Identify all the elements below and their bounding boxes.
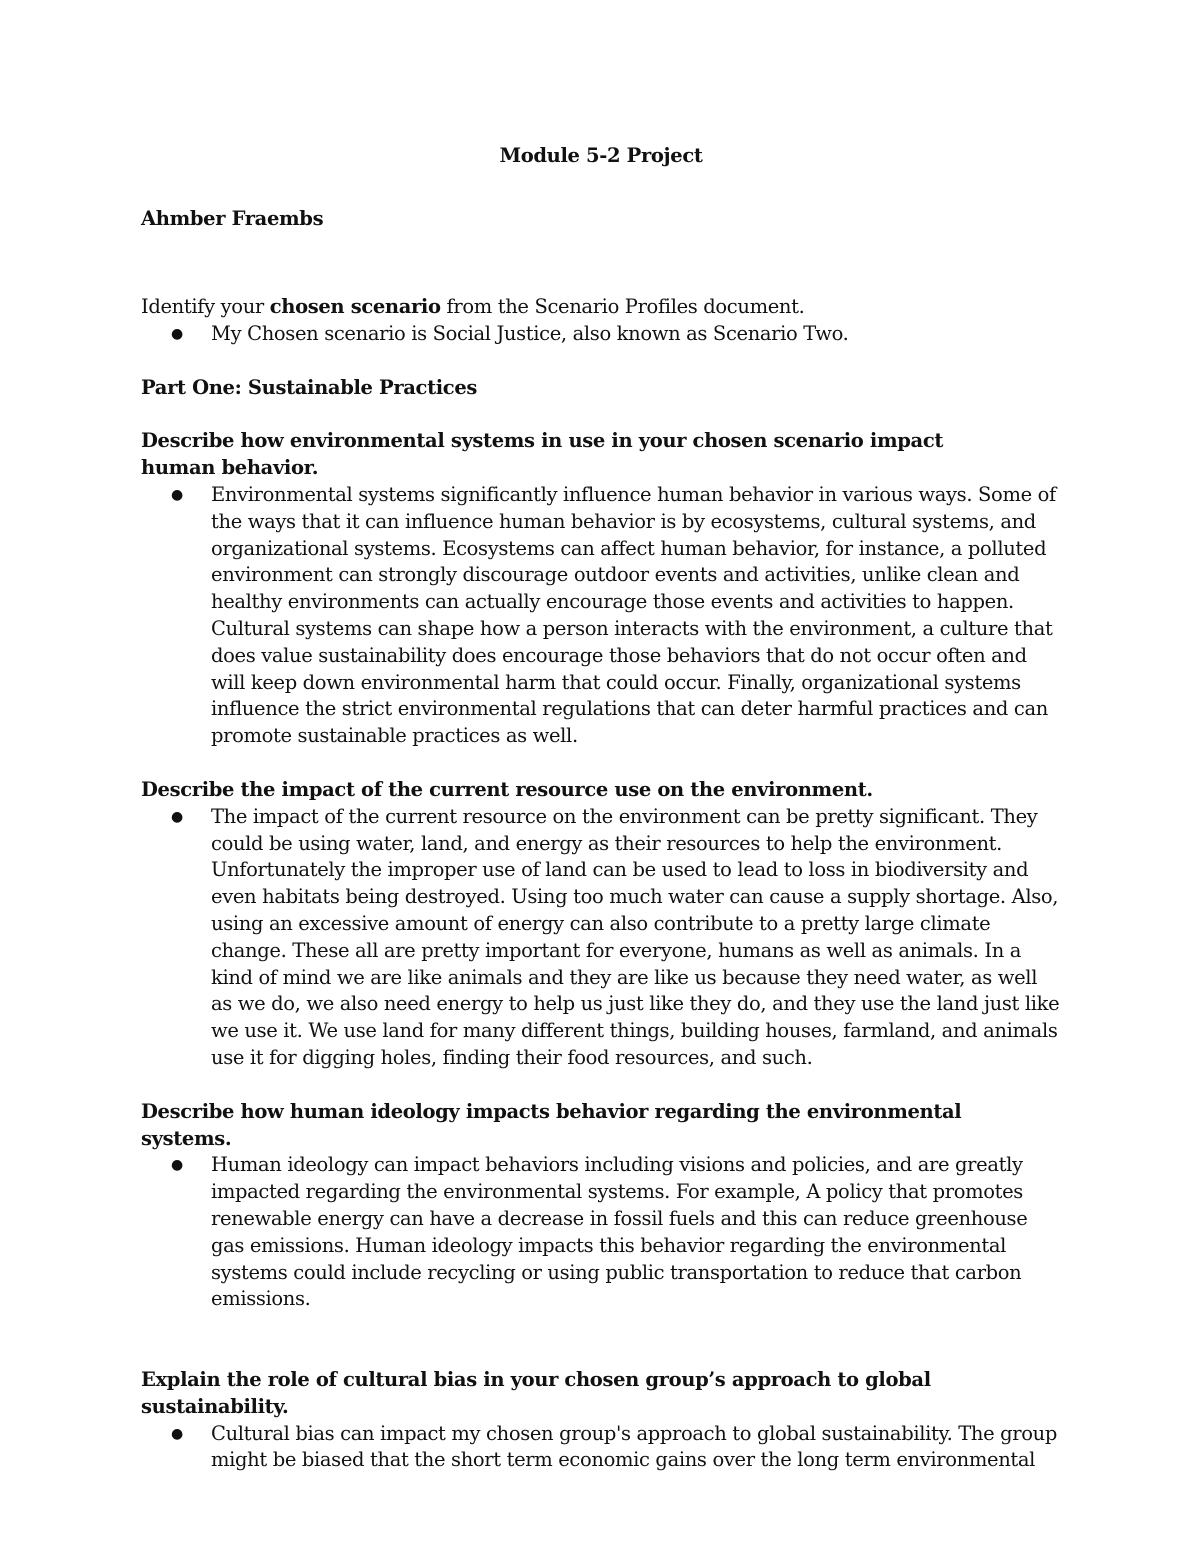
section-answer: The impact of the current resource on the environment can be pretty significant. They could be using water, land, and energy as their resources to help the environment. Unfortunately the improper use of land can be used to lead to loss in biodiversity and even habitats being destroyed. Using too much water can cause a supply shortage. Also, using an excessive amount of energy can also contribute to a pretty large climate change. These all are pretty important for everyone, humans as well as animals. In a kind of mind we are like animals and they are like us because they need water, as well as we do, we also need energy to help us just like they do, and they use the land just like we use it. We use land for many different things, building houses, farmland, and animals use it for digging holes, finding their food resources, and such. [211,804,1060,1069]
bullet-dot-icon: ● [171,325,183,342]
section-heading: Describe how environmental systems in use in your chosen scenario impact human behavior. [141,429,943,480]
prompt-text-bold: chosen scenario [269,295,441,318]
bullet-dot-icon: ● [171,486,183,503]
list-item [171,1152,1061,1313]
prompt-text-after: from the Scenario Profiles document. [440,295,805,318]
author-name: Ahmber Fraembs [141,207,324,230]
section-heading: Describe the impact of the current resource use on the environment. [141,777,873,801]
section-answer-list [141,1421,1061,1475]
section-heading: Describe how human ideology impacts behavior regarding the environmental systems. [141,1099,962,1150]
section-answer: Cultural bias can impact my chosen group's approach to global sustainability. The group might be biased that the short term economic gains over the long term environmental [211,1421,1058,1472]
section-answer-list [141,1152,1061,1313]
part-heading: Part One: Sustainable Practices [141,375,478,399]
list-item [171,1421,1061,1475]
prompt-text-before: Identify your [141,295,270,318]
list-item [171,482,1061,750]
section-answer: Human ideology can impact behaviors including visions and policies, and are greatly impacted regarding the environmental systems. For example, A policy that promotes renewable energy can have a decrease in fossil fuels and this can reduce greenhouse gas emissions. Human ideology impacts this behavior regarding the environmental systems could include recycling or using public transportation to reduce that carbon emissions. [211,1153,1028,1311]
prompt-answer-list [141,321,1061,348]
section-answer-list [141,482,1061,750]
bullet-dot-icon: ● [171,1157,183,1174]
document-title: Module 5-2 Project [499,144,703,167]
section-heading: Explain the role of cultural bias in your chosen group’s approach to global sustainability. [141,1368,931,1418]
section-answer: Environmental systems significantly influence human behavior in various ways. Some of the ways that it can influence human behavior is by ecosystems, cultural systems, and organizational systems. Ecosystems can affect human behavior, for instance, a polluted environment can strongly discourage outdoor events and activities, unlike clean and healthy environments can actually encourage those events and activities to happen. Cultural systems can shape how a person interacts with the environment, a culture that does value sustainability does encourage those behaviors that do not occur often and will keep down environmental harm that could occur. Finally, organizational systems influence the strict environmental regulations that can deter harmful practices and can promote sustainable practices as well. [211,482,1056,748]
document-body [141,140,1061,1474]
bullet-dot-icon: ● [171,1425,183,1442]
section-answer-list [141,804,1061,1072]
scenario-prompt [141,294,1061,321]
list-item [171,804,1061,1072]
list-item [171,321,1061,348]
bullet-dot-icon: ● [171,808,183,825]
prompt-answer: My Chosen scenario is Social Justice, also known as Scenario Two. [211,321,849,345]
